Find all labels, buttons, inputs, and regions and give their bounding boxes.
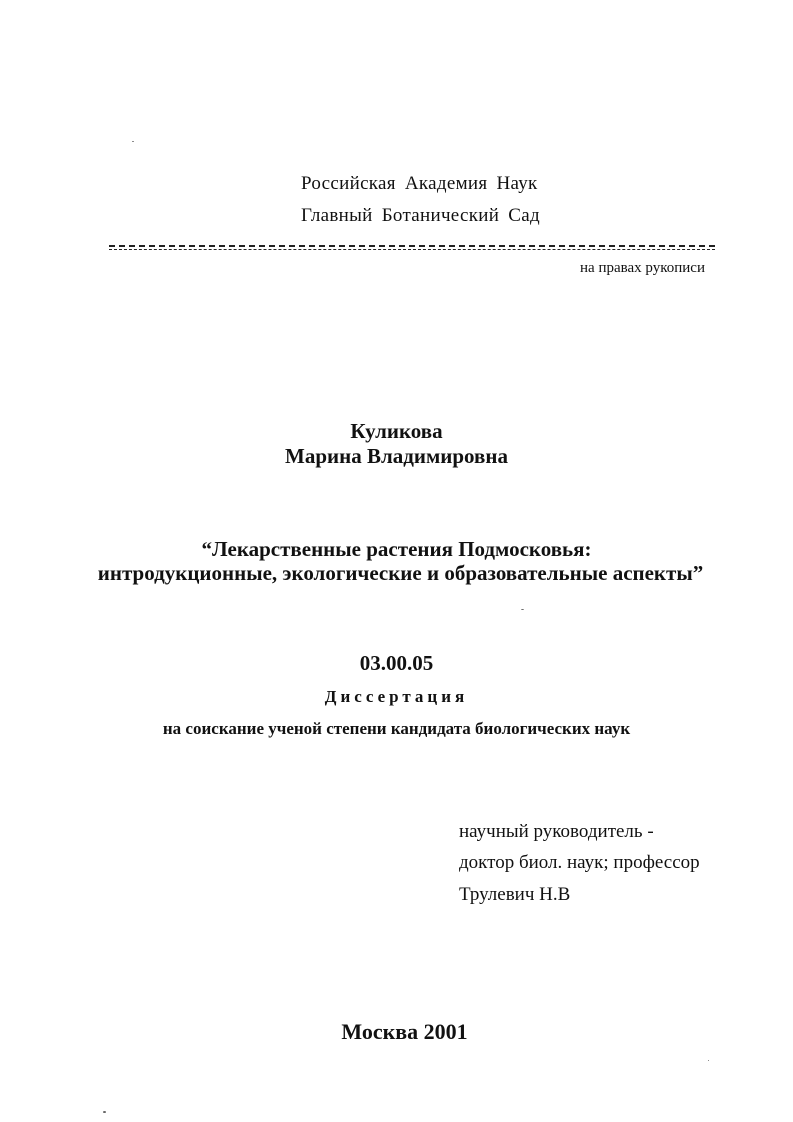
header-divider xyxy=(109,245,715,247)
supervisor-role: научный руководитель - xyxy=(459,821,654,842)
specialty-code: 03.00.05 xyxy=(359,651,434,675)
header-divider-secondary xyxy=(109,249,715,250)
city-year: Москва 2001 xyxy=(341,1019,468,1044)
scan-speck xyxy=(708,1060,709,1061)
degree-line: на соискание ученой степени кандидата биологических наук xyxy=(162,719,631,738)
scan-speck xyxy=(521,609,524,610)
thesis-title-line-1: “Лекарственные растения Подмосковья: xyxy=(201,537,592,561)
thesis-title-line-2: интродукционные, экологические и образовательные аспекты” xyxy=(97,561,704,585)
supervisor-name: Трулевич Н.В xyxy=(459,884,571,905)
scan-speck xyxy=(103,1111,106,1113)
manuscript-note: на правах рукописи xyxy=(580,260,705,276)
scan-speck xyxy=(132,141,134,142)
document-type: Диссертация xyxy=(324,687,469,706)
author-surname: Куликова xyxy=(350,419,443,443)
organization-name: Российская Академия Наук xyxy=(301,173,538,194)
author-given-names: Марина Владимировна xyxy=(285,444,508,468)
supervisor-credentials: доктор биол. наук; профессор xyxy=(459,852,700,873)
department-name: Главный Ботанический Сад xyxy=(301,205,540,226)
